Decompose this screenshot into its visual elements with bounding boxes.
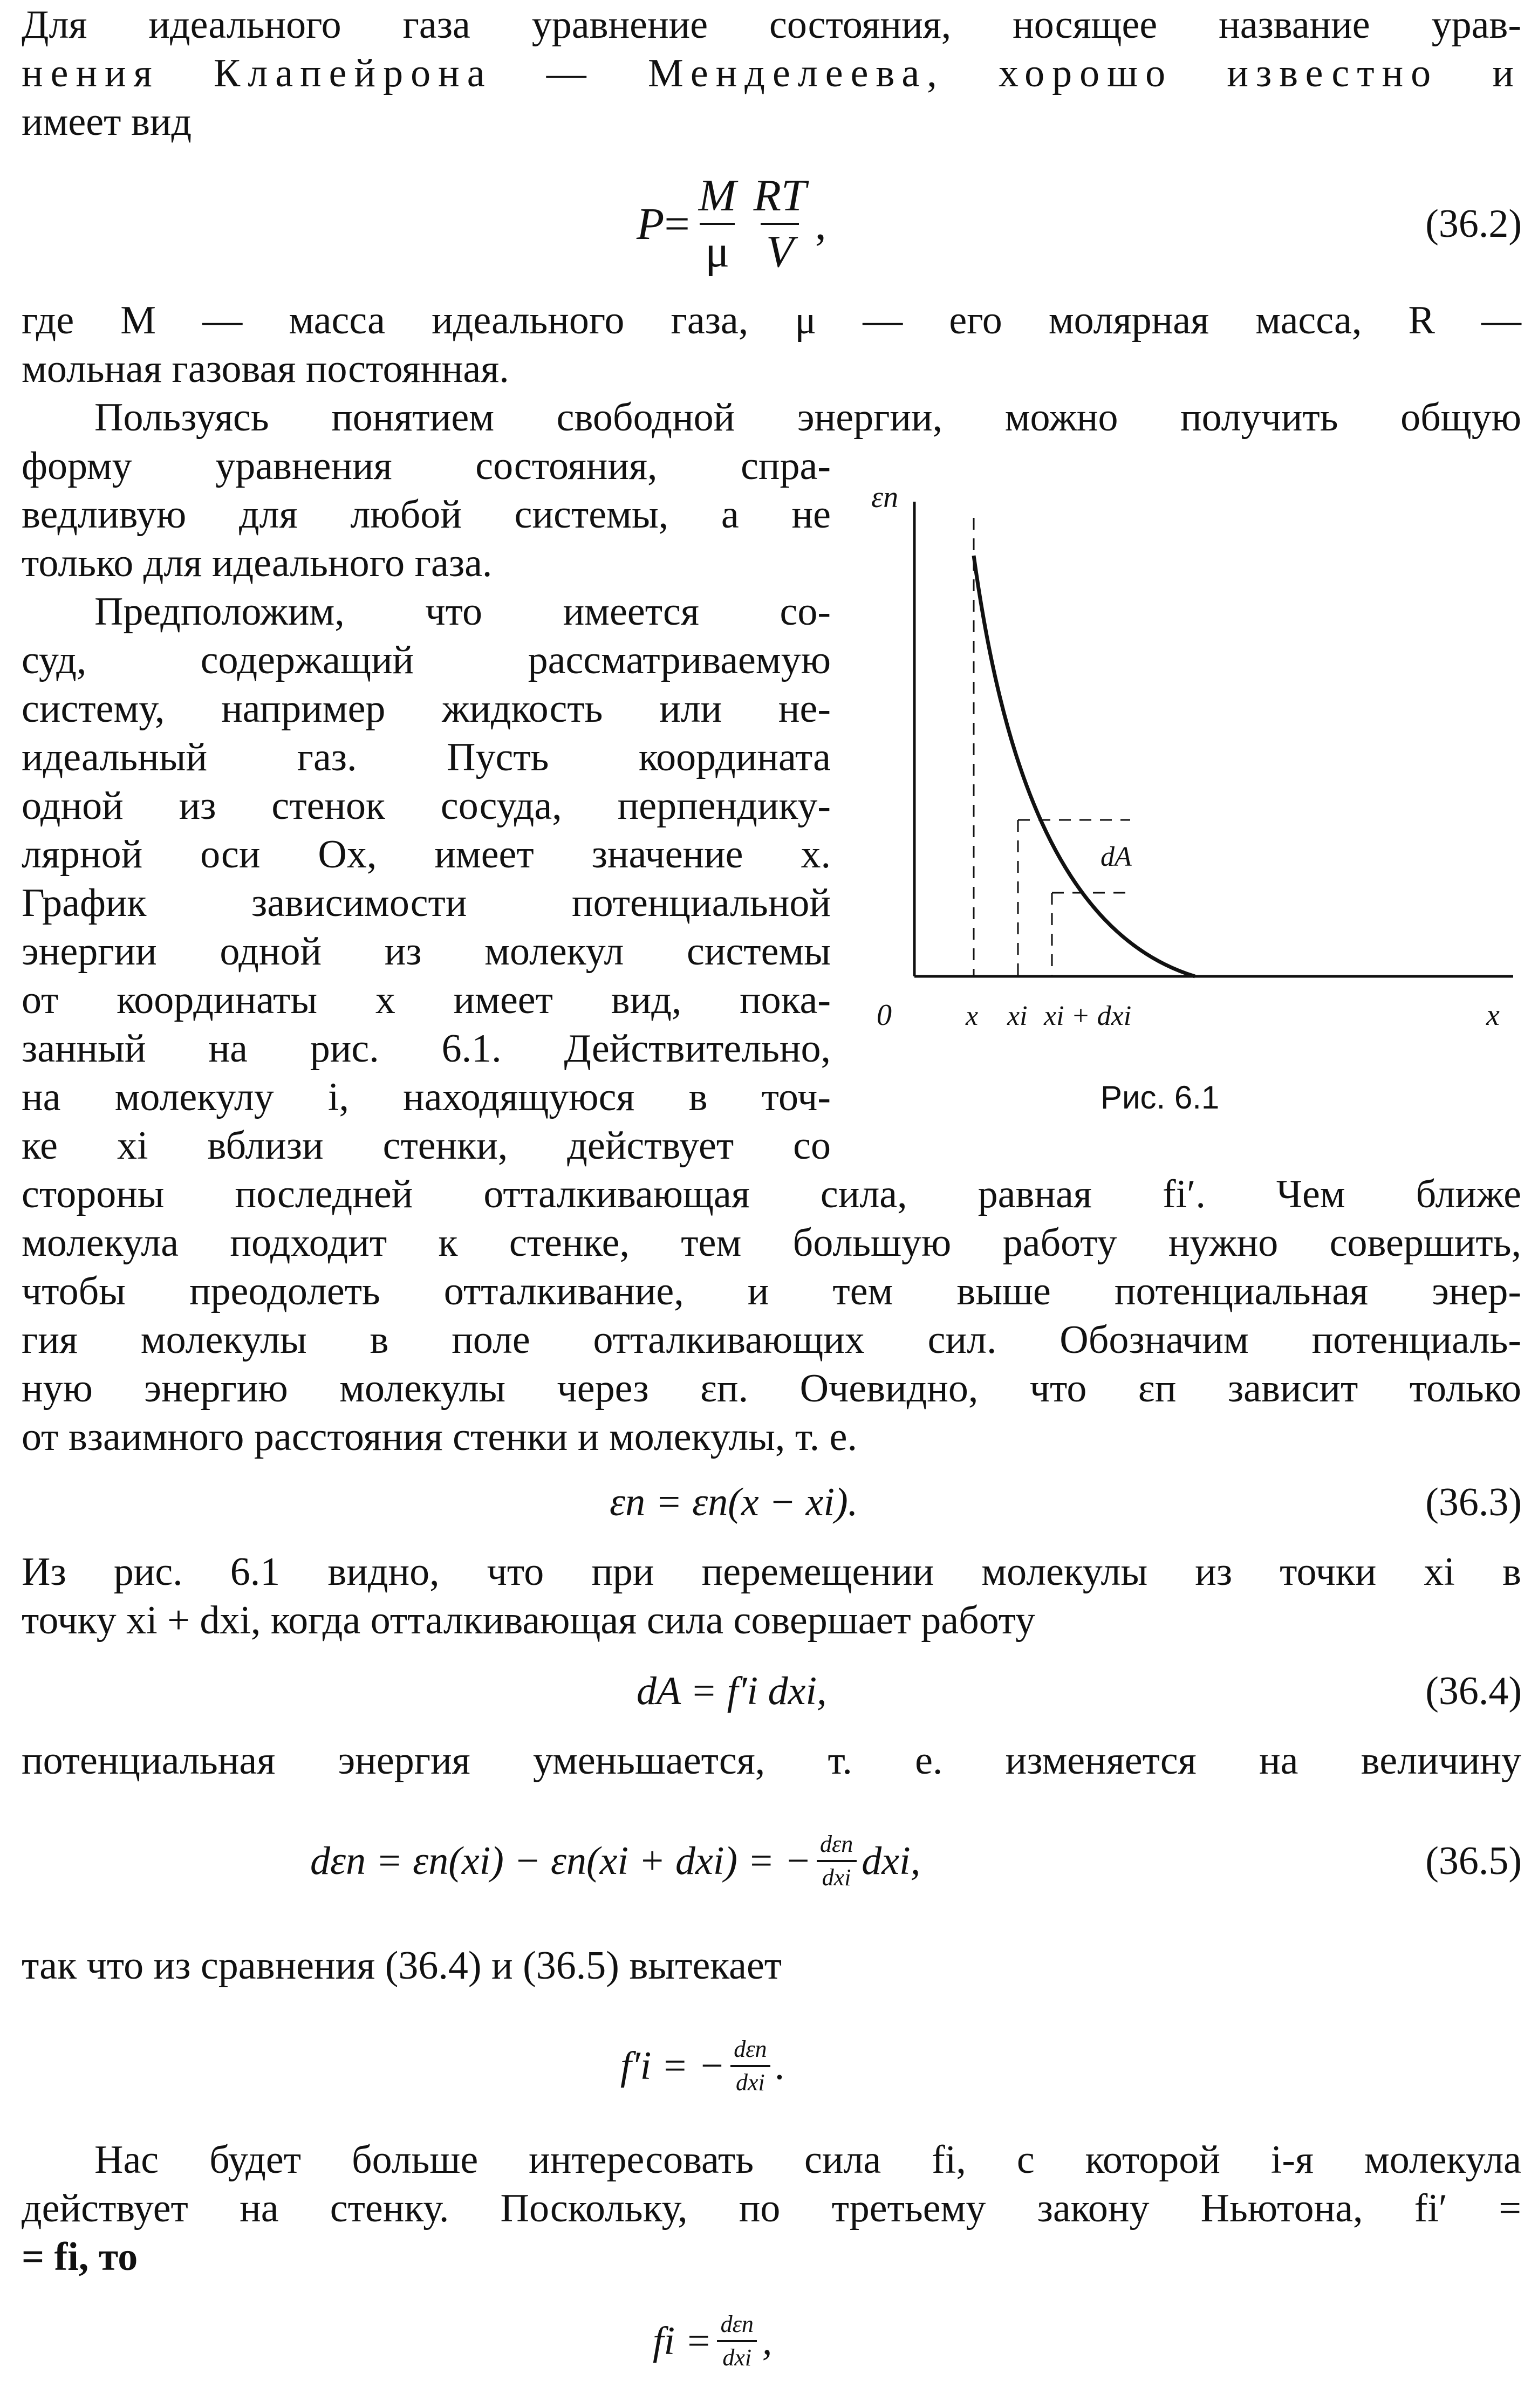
text-line: одной из стенок сосуда, перпендику- — [22, 784, 831, 828]
fraction — [815, 1832, 858, 1890]
text-line: точку xi + dxi, когда отталкивающая сила совершает работу — [22, 1598, 1036, 1643]
eq-sign: = — [664, 199, 690, 249]
equation-36-5 — [0, 1802, 1538, 1920]
tick-label-xi: xi — [1007, 1001, 1028, 1031]
equation-36-2 — [0, 162, 1538, 286]
fraction-numerator: RT — [753, 170, 806, 221]
text-line: чтобы преодолеть отталкивание, и тем выше потенциальная энер- — [22, 1269, 1521, 1314]
fraction — [728, 2037, 772, 2095]
text-line: от координаты x имеет вид, пока- — [22, 978, 831, 1022]
text-line: ведливую для любой системы, а не — [22, 492, 831, 537]
text-line: от взаимного расстояния стенки и молекулы, т. е. — [22, 1415, 858, 1459]
text-line: на молекулу i, находящуюся в точ- — [22, 1075, 831, 1119]
eq-lhs: dεп = εп(xi) − εп(xi + dxi) = − — [310, 1838, 811, 1883]
figure-6-1 — [839, 448, 1529, 1138]
equation-number: (36.4) — [1425, 1668, 1522, 1713]
text-line: = fi, то — [22, 2235, 138, 2279]
text-line: где M — масса идеального газа, μ — его молярная масса, R — — [22, 298, 1521, 343]
fraction-denominator: V — [761, 223, 799, 276]
text-line: Для идеального газа уравнение состояния, носящее название урав- — [22, 3, 1521, 47]
y-axis-label: εп — [871, 481, 899, 514]
eq-rhs: dxi, — [862, 1838, 921, 1883]
text-line: стороны последней отталкивающая сила, равная fi′. Чем ближе — [22, 1172, 1521, 1216]
tick-label-x: x — [966, 1001, 979, 1031]
text-line: суд, содержащий рассматриваемую — [22, 638, 831, 682]
text-line: занный на рис. 6.1. Действительно, — [22, 1027, 831, 1071]
equation-f-prime — [0, 2007, 1538, 2125]
eq-lhs: fi = — [653, 2318, 712, 2363]
text-line: График зависимости потенциальной — [22, 881, 831, 925]
equation-body: dA = f′i dxi, — [637, 1668, 827, 1713]
fraction-denominator: dxi — [730, 2065, 770, 2095]
text-line: форму уравнения состояния, спра- — [22, 444, 831, 488]
text-line: так что из сравнения (36.4) и (36.5) вытекает — [22, 1944, 782, 1988]
text-line: действует на стенку. Поскольку, по третьему закону Ньютона, fi′ = — [22, 2186, 1521, 2231]
equation-number: (36.5) — [1425, 1838, 1522, 1883]
figure-caption: Рис. 6.1 — [1100, 1079, 1220, 1116]
fraction — [715, 2312, 759, 2370]
text-line: ке xi вблизи стенки, действует со — [22, 1124, 831, 1168]
text-line: только для идеального газа. — [22, 541, 493, 585]
text-line: идеальный газ. Пусть координата — [22, 735, 831, 779]
fraction-denominator: dxi — [817, 1860, 857, 1890]
equation-f-i — [0, 2282, 1538, 2400]
eq-trail: , — [815, 199, 826, 249]
text-line: ную энергию молекулы через εп. Очевидно, что εп зависит только — [22, 1366, 1521, 1411]
dA-label: dA — [1100, 842, 1132, 872]
fraction — [748, 172, 812, 276]
text-line: Нас будет больше интересовать сила fi, с которой i-я молекула — [94, 2138, 1521, 2182]
text-line: лярной оси Ox, имеет значение x. — [22, 832, 831, 877]
fraction-numerator: dεп — [819, 1830, 853, 1857]
fraction-denominator: dxi — [717, 2340, 757, 2370]
text-line: гия молекулы в поле отталкивающих сил. Обозначим потенциаль- — [22, 1318, 1521, 1362]
text-line: Из рис. 6.1 видно, что при перемещении молекулы из точки xi в — [22, 1550, 1521, 1594]
fraction-numerator: M — [698, 170, 736, 221]
fraction-denominator: μ — [700, 223, 735, 276]
text-line: систему, например жидкость или не- — [22, 687, 831, 731]
origin-label: 0 — [877, 998, 892, 1032]
text-line: молекула подходит к стенке, тем большую работу нужно совершить, — [22, 1221, 1521, 1265]
equation-36-4 — [0, 1656, 1538, 1726]
equation-number: (36.2) — [1425, 201, 1522, 246]
eq-lhs: P — [637, 199, 665, 249]
equation-36-3 — [0, 1467, 1538, 1537]
text-line: Пользуясь понятием свободной энергии, можно получить общую — [94, 395, 1521, 440]
x-axis-label: x — [1486, 998, 1500, 1032]
text-line: мольная газовая постоянная. — [22, 347, 509, 391]
fraction-numerator: dεп — [720, 2310, 754, 2337]
potential-energy-curve — [974, 556, 1195, 976]
text-line: нения Клапейрона — Менделеева, хорошо известно и — [22, 51, 1521, 95]
text-line: имеет вид — [22, 100, 192, 144]
text-line: потенциальная энергия уменьшается, т. е. изменяется на величину — [22, 1739, 1521, 1783]
tick-label-xi-dxi: xi + dxi — [1044, 1001, 1132, 1031]
equation-number: (36.3) — [1425, 1480, 1522, 1524]
eq-trail: , — [762, 2318, 773, 2363]
fraction-numerator: dεп — [734, 2035, 767, 2062]
text-line: Предположим, что имеется со- — [94, 590, 831, 634]
eq-trail: . — [775, 2043, 786, 2088]
eq-lhs: f′i = − — [620, 2043, 726, 2088]
fraction — [693, 172, 742, 276]
text-line: энергии одной из молекул системы — [22, 929, 831, 974]
equation-body: εп = εп(x − xi). — [610, 1480, 858, 1524]
